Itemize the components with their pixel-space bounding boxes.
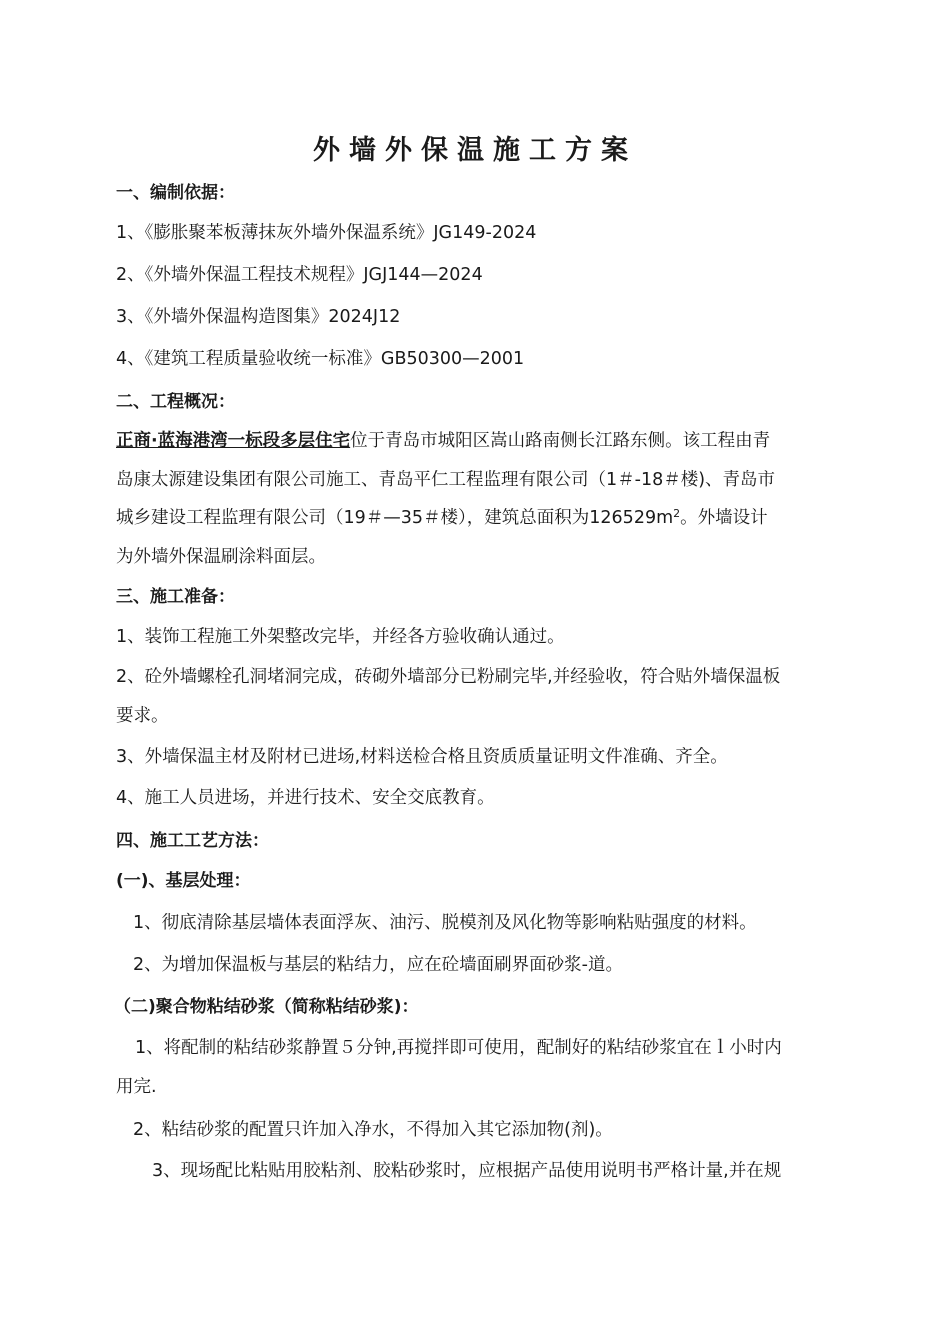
reference-item-4: 4、《建筑工程质量验收统一标准》GB50300—2001: [116, 349, 525, 369]
section-2-heading: 二、工程概况：: [116, 392, 235, 412]
reference-item-3: 3、《外墙外保温构造图集》2024J12: [116, 307, 401, 327]
preparation-item-2-line-1: 2、砼外墙螺栓孔洞堵洞完成，砖砌外墙部分已粉刷完毕,并经验收，符合贴外墙保温板: [116, 667, 781, 687]
preparation-item-4: 4、施工人员进场，并进行技术、安全交底教育。: [116, 788, 495, 808]
subsection-1-heading: (一)、基层处理：: [116, 871, 251, 891]
mortar-item-1-line-2: 用完.: [116, 1076, 157, 1097]
overview-line-2: 岛康太源建设集团有限公司施工、青岛平仁工程监理有限公司（1＃-18＃楼)、青岛市: [116, 469, 776, 490]
base-treatment-item-1: 1、彻底清除基层墙体表面浮灰、油污、脱模剂及风化物等影响粘贴强度的材料。: [133, 913, 757, 933]
section-3-heading: 三、施工准备：: [116, 587, 235, 607]
reference-item-2: 2、《外墙外保温工程技术规程》JGJ144—2024: [116, 265, 483, 285]
reference-item-1: 1、《膨胀聚苯板薄抹灰外墙外保温系统》JG149-2024: [116, 223, 537, 243]
area-superscript: 2: [673, 507, 681, 520]
section-4-heading: 四、施工工艺方法：: [116, 831, 269, 851]
mortar-item-1-line-1: 1、将配制的粘结砂浆静置５分钟,再搅拌即可使用，配制好的粘结砂浆宜在ｌ小时内: [135, 1038, 782, 1058]
overview-line-3: 城乡建设工程监理有限公司（19＃—35＃楼），建筑总面积为126529m: [116, 508, 674, 528]
mortar-item-1: [116, 1029, 852, 1106]
preparation-item-2-line-2: 要求。: [116, 705, 169, 726]
preparation-item-1: 1、装饰工程施工外架整改完毕，并经各方验收确认通过。: [116, 627, 565, 647]
base-treatment-item-2: 2、为增加保温板与基层的粘结力，应在砼墙面刷界面砂浆-道。: [133, 955, 623, 975]
mortar-item-3: 3、现场配比粘贴用胶粘剂、胶粘砂浆时，应根据产品使用说明书严格计量,并在规: [152, 1161, 782, 1181]
document-title: 外墙外保温施工方案: [313, 135, 637, 166]
preparation-item-3: 3、外墙保温主材及附材已进场,材料送检合格且资质质量证明文件准确、齐全。: [116, 747, 728, 767]
overview-line-4: 为外墙外保温刷涂料面层。: [116, 546, 326, 567]
overview-line-1: 位于青岛市城阳区嵩山路南侧长江路东侧。该工程由青: [350, 431, 771, 451]
preparation-item-2: [116, 658, 852, 735]
subsection-2-heading: （二)聚合物粘结砂浆（简称粘结砂浆)：: [114, 997, 419, 1017]
section-1-heading: 一、编制依据：: [116, 183, 235, 203]
project-name: 正商·蓝海港湾一标段多层住宅: [116, 431, 351, 451]
mortar-item-2: 2、粘结砂浆的配置只许加入净水，不得加入其它添加物(剂)。: [133, 1120, 613, 1140]
project-overview-paragraph: [116, 422, 852, 576]
overview-line-3-end: 。外墙设计: [680, 508, 768, 528]
